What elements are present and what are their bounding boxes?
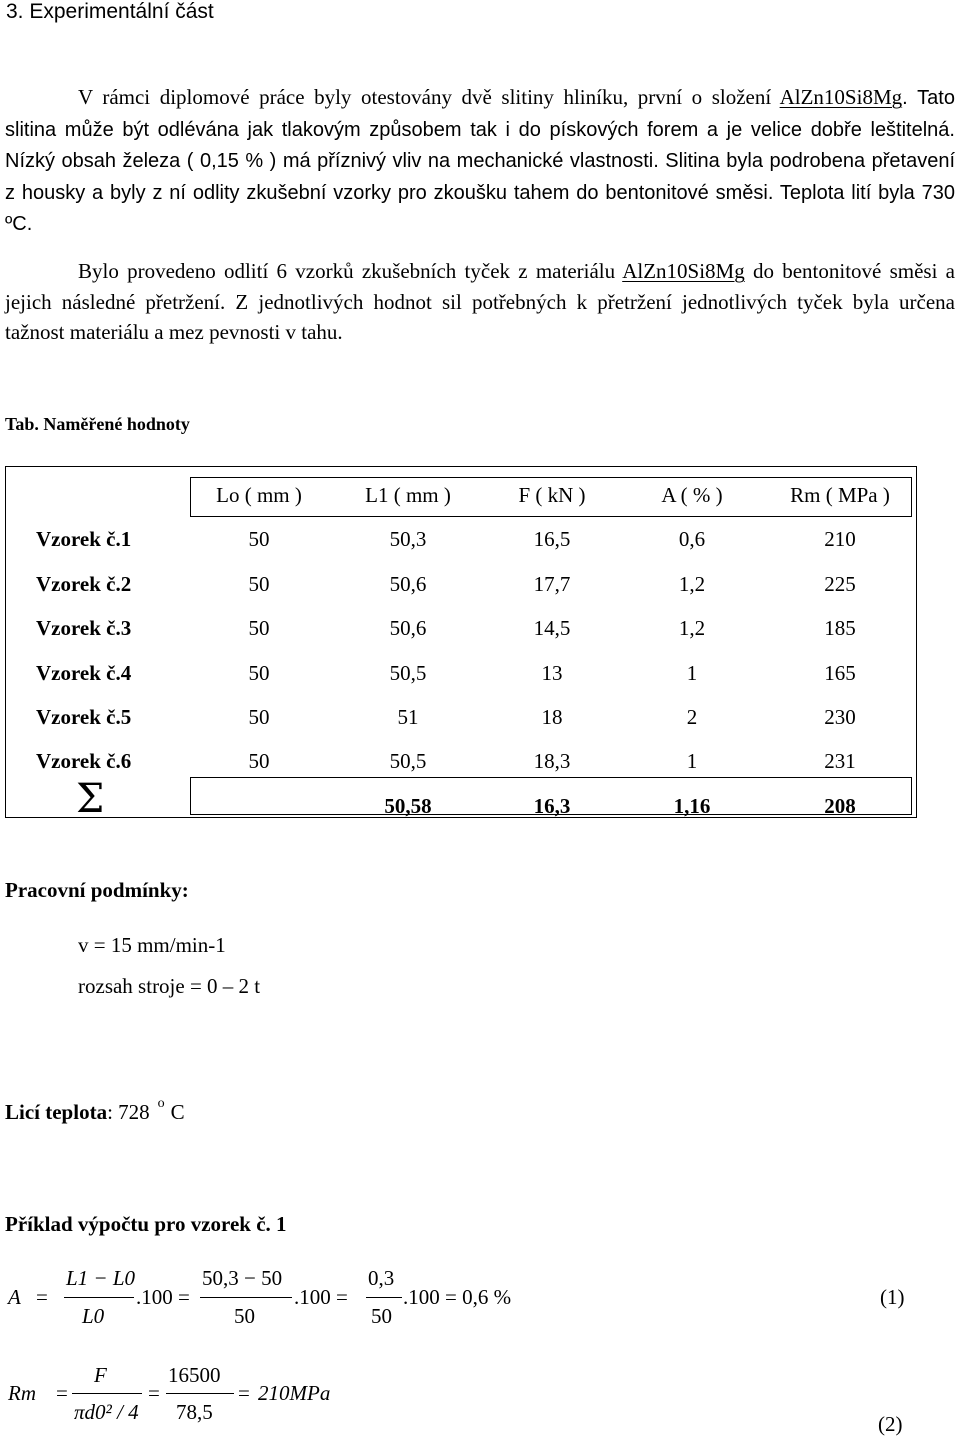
section-heading: 3. Experimentální část [6, 0, 214, 23]
table-cell: 225 [824, 572, 856, 596]
table-cell: 51 [397, 705, 419, 729]
table-cell: 165 [824, 661, 856, 685]
eq1-mult2: .100 = [294, 1285, 348, 1309]
row-label: Vzorek č.3 [36, 616, 132, 640]
eq1-frac2-num: 50,3 − 50 [202, 1266, 283, 1290]
table-cell: 2 [686, 705, 698, 729]
casting-unit: C [170, 1100, 185, 1124]
eq2-frac2-num: 16500 [168, 1363, 221, 1387]
eq1-frac3-line [366, 1297, 402, 1298]
eq2-equals-2: = [148, 1381, 160, 1405]
table-cell: 230 [824, 705, 856, 729]
intro-text-2: . Tato slitina může být odlévána jak tlakovým způsobem tak i do pískových forem a je velice dobře leštitelná. Nízký obsah železa ( 0,15 % ) má příznivý vliv na mechanické vlastnosti. Slitina byla podrobena přetavení z housky a byly z ní odlity zkušební vzorky pro zkoušku tahem do bentonitové směsi. Teplota lití byla 730 ºC. [5, 87, 955, 235]
machine-range: rozsah stroje = 0 – 2 t [78, 974, 261, 998]
eq1-frac1-num: L1 − L0 [66, 1266, 136, 1290]
eq2-frac1-line [72, 1393, 142, 1394]
sum-cell: 50,58 [384, 794, 432, 818]
table-cell: 17,7 [533, 572, 571, 596]
table-cell: 1,2 [678, 616, 706, 640]
table-cell: 13 [541, 661, 563, 685]
example-title: Příklad výpočtu pro vzorek č. 1 [5, 1212, 287, 1236]
eq1-frac2-line [200, 1297, 292, 1298]
eq2-frac1-num: F [94, 1363, 107, 1387]
column-header: Lo ( mm ) [216, 483, 302, 507]
table-cell: 14,5 [533, 616, 571, 640]
sum-symbol: Σ [76, 776, 105, 822]
table-cell: 50 [248, 661, 270, 685]
eq2-number: (2) [878, 1412, 903, 1436]
eq1-frac2-den: 50 [234, 1304, 255, 1328]
sum-cell: 1,16 [673, 794, 711, 818]
casting-value: : 728 [107, 1100, 150, 1124]
table-cell: 50 [248, 572, 270, 596]
table-cell: 0,6 [678, 527, 706, 551]
eq2-lhs: Rm [8, 1381, 36, 1405]
intro-paragraph [5, 82, 955, 240]
table-cell: 50,5 [389, 749, 427, 773]
sum-cell: 16,3 [533, 794, 571, 818]
intro-text-1: V rámci diplomové práce byly otestovány dvě slitiny hliníku, první o složení [78, 85, 780, 109]
alloy-name: AlZn10Si8Mg [779, 85, 903, 109]
method-text-2: do bentonitové směsi a jejich následné přetržení. Z jednotlivých hodnot sil potřebných k přetržení jednotlivých tyček byla určena tažnost materiálu a mez pevnosti v tahu. [5, 259, 955, 344]
table-cell: 50,6 [389, 616, 427, 640]
eq1-frac3-den: 50 [371, 1304, 392, 1328]
casting-label: Licí teplota [5, 1100, 108, 1124]
eq2-equals: = [56, 1381, 68, 1405]
table-cell: 50,3 [389, 527, 427, 551]
method-paragraph [5, 256, 955, 348]
speed-value: v = 15 mm/min-1 [78, 933, 226, 957]
table-cell: 50 [248, 616, 270, 640]
method-text-1: Bylo provedeno odlití 6 vzorků zkušebních tyček z materiálu [78, 259, 623, 283]
table-cell: 50 [248, 527, 270, 551]
eq1-equals: = [36, 1285, 48, 1309]
table-cell: 1 [686, 749, 698, 773]
table-cell: 50,6 [389, 572, 427, 596]
table-cell: 185 [824, 616, 856, 640]
measurement-table [5, 466, 917, 822]
column-header: A ( % ) [661, 483, 723, 507]
eq2-frac2-line [166, 1393, 234, 1394]
table-cell: 231 [824, 749, 856, 773]
alloy-name-2: AlZn10Si8Mg [622, 259, 745, 283]
table-cell: 50,5 [389, 661, 427, 685]
sum-cell: 208 [824, 794, 856, 818]
eq1-frac1-den: L0 [82, 1304, 105, 1328]
column-header: F ( kN ) [518, 483, 586, 507]
eq1-lhs: A [8, 1285, 21, 1309]
degree-symbol: o [157, 1096, 165, 1111]
row-label: Vzorek č.6 [36, 749, 132, 773]
row-label: Vzorek č.2 [36, 572, 132, 596]
table-cell: 50 [248, 749, 270, 773]
eq1-number: (1) [880, 1285, 905, 1309]
table-cell: 18 [541, 705, 563, 729]
eq2-result: 210MPa [258, 1381, 331, 1405]
table-cell: 16,5 [533, 527, 571, 551]
conditions-title: Pracovní podmínky: [5, 878, 189, 902]
column-header: L1 ( mm ) [365, 483, 451, 507]
table-cell: 1,2 [678, 572, 706, 596]
eq2-frac2-den: 78,5 [176, 1400, 213, 1424]
eq2-frac1-den: πd0² / 4 [74, 1400, 139, 1424]
eq1-frac1-line [64, 1297, 134, 1298]
table-cell: 50 [248, 705, 270, 729]
table-cell: 1 [686, 661, 698, 685]
casting-temperature [5, 1096, 185, 1125]
table-cell: 210 [824, 527, 856, 551]
row-label: Vzorek č.5 [36, 705, 132, 729]
column-header: Rm ( MPa ) [790, 483, 890, 507]
table-cell: 18,3 [533, 749, 571, 773]
eq1-mult1: .100 = [136, 1285, 190, 1309]
eq1-frac3-num: 0,3 [368, 1266, 395, 1290]
eq1-result: .100 = 0,6 % [403, 1285, 512, 1309]
eq2-equals-3: = [238, 1381, 250, 1405]
row-label: Vzorek č.4 [36, 661, 132, 685]
table-caption: Tab. Naměřené hodnoty [5, 414, 190, 434]
row-label: Vzorek č.1 [36, 527, 132, 551]
